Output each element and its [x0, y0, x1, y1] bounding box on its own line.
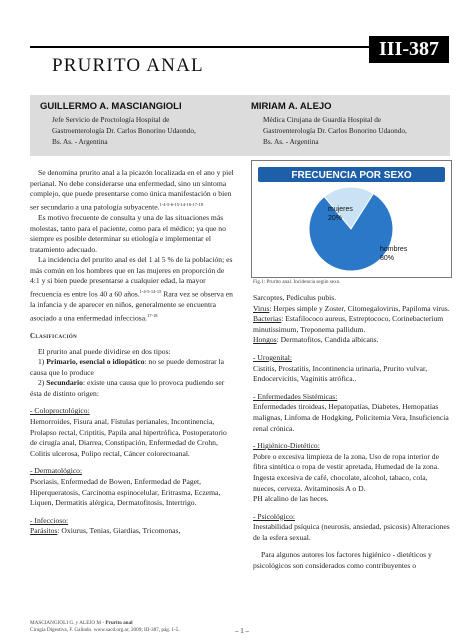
figure-caption: Fig.1: Prurito anal. Incidencia según sexo.	[253, 279, 341, 285]
subheading: - Enfermedades Sistémicas:	[253, 391, 338, 401]
author-2-affiliation-line: Médica Cirujana de Guardia Hospital de	[263, 115, 382, 124]
paragraph: Hemorroides, Fisura anal, Fístulas perianales, Incontinencia, Prolapso rectal, Criptitis, Papila anal hipertrófica, Postoperatorio de cirugía anal, Diarrea, Constipación, Enfermedad de Crohn, Colitis ulcerosa, Polipo rectal, Cáncer colorectoanal.	[30, 417, 227, 458]
pie-label-mujeres: mujeres	[328, 206, 353, 213]
subheading: - Coloproctológico:	[30, 406, 90, 416]
subheading: - Urogenital:	[253, 352, 293, 362]
body-text: : Oxiurus, Tenias, Giardias, Tricomonas,	[57, 526, 181, 536]
subheading: - Psicológico:	[253, 511, 295, 521]
paragraph: Inestabilidad psíquica (neurosis, ansiedad, psicosis) Alteraciones de la esfera sexual.	[253, 522, 450, 542]
body-text: La incidencia del prurito anal es del 1 al 5 % de la población; es más común en los hombres que en las mujeres en proporción de 4:1 y si bien puede presentarse a cualquier edad, la mayor frecuencia es entre los 40 a 60 años.	[30, 255, 233, 299]
subheading: - Higiénico-Dietético:	[253, 441, 320, 451]
item-number: 2)	[38, 378, 47, 388]
author-1-affiliation-line: Bs. As. - Argentina	[52, 137, 108, 146]
citation-title: Prurito anal	[105, 620, 133, 626]
subheading: - Infeccioso:	[30, 515, 69, 525]
bold-term: Secundario	[46, 378, 83, 388]
author-2	[251, 101, 407, 147]
body-text: Rara vez se observa en la infancia y de aparecer en niños, generalmente se encuentra asociado a una enfermedad infecciosa.	[30, 289, 233, 323]
page-title: PRURITO ANAL	[52, 55, 204, 76]
body-text: : existe una causa que lo provoca pudiendo ser ésta de distinto origen:	[30, 378, 225, 398]
citation-line	[30, 620, 180, 627]
list-item	[30, 378, 235, 399]
body-text: : Estafilococo aureus, Estreptococo, Corinebacterium minutissimum, Treponema pallidum.	[253, 314, 444, 334]
list-item	[30, 357, 235, 378]
paragraph: Cistitis, Prostatitis, Incontinencia urinaria, Prurito vulvar, Endocervicitis, Vaginitis atrófica..	[253, 363, 428, 384]
paragraph: El prurito anal puede dividirse en dos tipos:	[38, 346, 171, 356]
pie-chart	[252, 161, 451, 277]
paragraph: Enfermedades tiroideas, Hepatopatías, Diabetes, Hemopatías malignas, Linfoma de Hodgking, Policitemia Vera, Insuficiencia renal crónica.	[253, 402, 449, 433]
paragraph: Sarcoptes, Pediculus pubis.	[253, 293, 337, 302]
citation-authors: MASCIANGIOLI G. y ALEJO M -	[30, 620, 106, 626]
paragraph	[253, 304, 450, 315]
title-rule	[30, 46, 369, 48]
section-heading: Clasificación	[30, 332, 78, 340]
citation-footer	[30, 620, 180, 634]
paragraph: Ingesta excesiva de café, chocolate, alcohol, tabaco, cola, nueces, cerveza. Avitaminosis A o D.	[253, 472, 428, 493]
inline-label: Hongos	[253, 335, 277, 345]
body-text: : Dermatofitos, Candida albicans.	[276, 335, 379, 345]
paragraph	[253, 335, 450, 346]
paragraph	[30, 255, 235, 324]
author-1-affiliation-line: Gastroenterología Dr. Carlos Bonorino Udaondo,	[52, 126, 196, 135]
bold-term: Primario, esencial o idiopático	[46, 357, 145, 367]
pie-chart-figure	[251, 160, 452, 278]
paragraph: Psoriasis, Enfermedad de Bowen, Enfermedad de Paget, Hiperqueratosis, Carcinoma espinocelular, Eritrasma, Eczema, Liquen, Dermatitis alérgica, Dermatofitosis, Intertrigo.	[30, 477, 221, 508]
left-column	[30, 168, 235, 537]
author-2-affiliation-line: Gastroenterología Dr. Carlos Bonorino Udaondo,	[263, 126, 407, 135]
reference-superscript: 1-4-5-14-15	[139, 289, 162, 295]
body-text: Se denomina prurito anal a la picazón localizada en el ano y piel perianal. No debe considerarse una enfermedad, sino un síntoma complejo, que puede presentarse como única manifestación o bien ser secundario a una patología subyacente.	[30, 168, 234, 212]
inline-label: Bacterias	[253, 314, 282, 324]
chapter-code-badge: III-387	[369, 36, 449, 63]
item-number: 1)	[38, 357, 47, 367]
subheading: - Dermatológico:	[30, 466, 83, 476]
citation-line: Cirugía Digestiva, F. Galindo. www.sacd.org.ar, 2009; III-387, pág. 1-5.	[30, 627, 180, 633]
paragraph	[253, 314, 450, 335]
chart-title: FRECUENCIA POR SEXO	[291, 170, 412, 181]
author-1	[40, 101, 196, 147]
author-1-affiliation-line: Jefe Servicio de Proctología Hospital de	[52, 115, 170, 124]
author-1-name: GUILLERMO A. MASCIANGIOLI	[40, 101, 182, 112]
paragraph: Es motivo frecuente de consulta y una de las situaciones más molestas, tanto para el paciente, como para el médico; ya que no siempre es posible determinar su etiología e implementar el tratamiento adecuado.	[30, 212, 226, 254]
inline-label: Parásitos	[30, 526, 58, 536]
paragraph: PH alcalino de las heces.	[253, 494, 329, 504]
paragraph	[30, 168, 235, 213]
reference-superscript: 1-4-5-6-15-14-16-17-18	[159, 201, 203, 207]
paragraph: Pobre o excesiva limpieza de la zona, Uso de ropa interior de fibra sintética o ropa de vestir apretada, Humedad de la zona.	[253, 451, 439, 472]
author-2-name: MIRIAM A. ALEJO	[251, 101, 332, 112]
page-number: – 1 –	[235, 627, 249, 635]
pie-label-hombres: 80%	[380, 255, 395, 262]
author-2-affiliation-line: Bs. As. - Argentina	[263, 137, 319, 146]
paragraph: Para algunos autores los factores higiénico - dietéticos y psicológicos son considerados como contribuyentes o	[253, 550, 432, 571]
right-column	[253, 293, 450, 572]
reference-superscript: 17-18	[147, 312, 158, 318]
inline-label: Virus	[253, 303, 270, 313]
paragraph	[30, 526, 235, 537]
pie-label-mujeres: 20%	[328, 215, 343, 222]
body-text: : no se puede demostrar la causa que lo produce	[30, 357, 225, 377]
body-text: : Herpes simple y Zoster, Citomegalovirus, Papiloma virus.	[269, 303, 450, 313]
pie-label-hombres: hombres	[380, 246, 408, 253]
